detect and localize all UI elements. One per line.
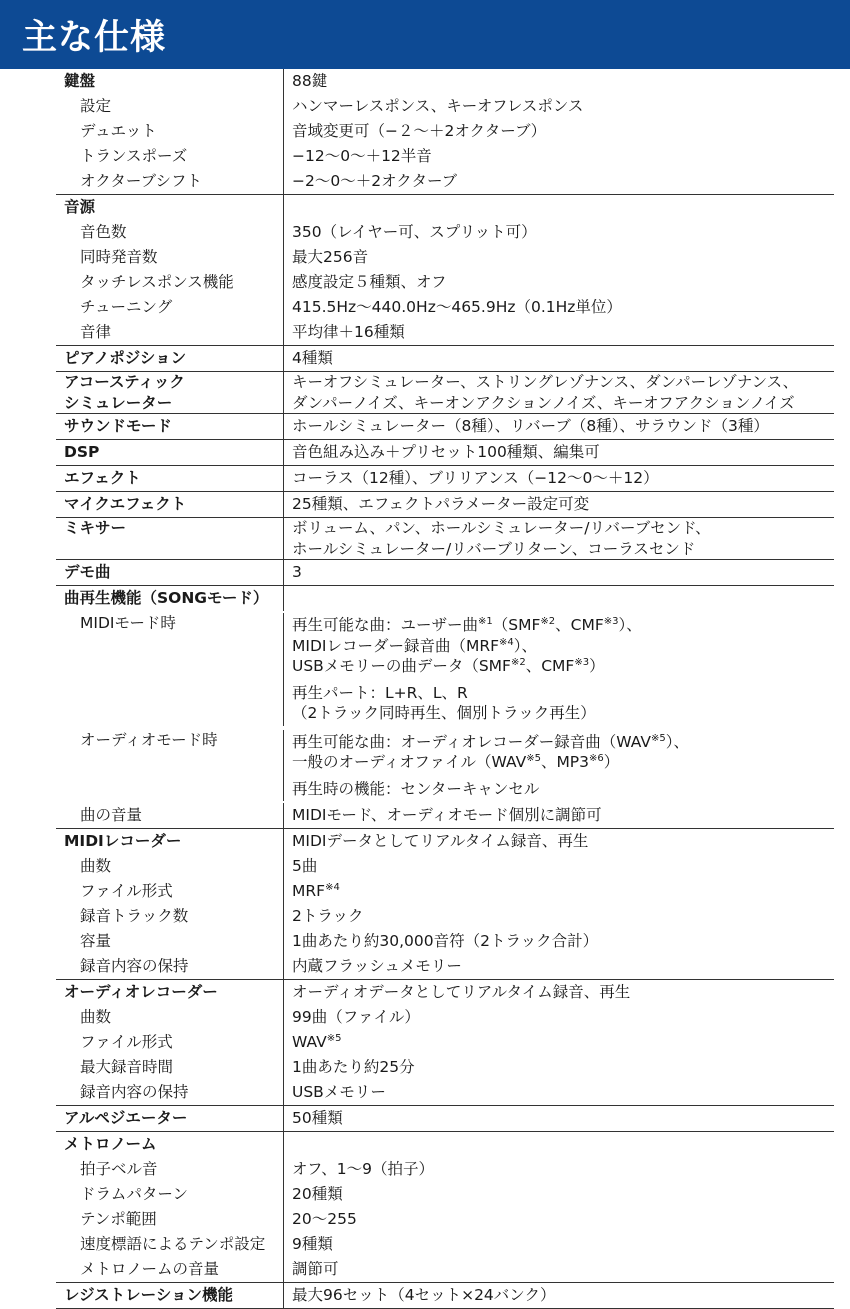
spec-label-cell [56,94,284,119]
spec-value: コーラス（12種）、ブリリアンス（−12〜0〜＋12） [292,469,659,487]
audio-function-line: 再生時の機能：センターキャンセル [292,779,540,798]
spec-section-row [56,492,834,517]
spec-group [56,414,834,440]
text-part: 、CMF [555,616,604,634]
spec-label-cell [56,730,284,802]
spec-label: マイクエフェクト [64,495,187,513]
spec-label-cell [56,1283,284,1308]
spec-group [56,1132,834,1283]
spec-value: 20〜255 [292,1210,357,1228]
spec-value: ホールシミュレーター（8種）、リバーブ（8種）、サラウンド（3種） [292,417,769,435]
spec-value-cell [284,904,834,929]
spec-label-cell [56,954,284,979]
spec-label-cell [56,1232,284,1257]
spec-label-cell [56,1030,284,1055]
spec-label-cell [56,1257,284,1282]
spec-value: 1曲あたり約30,000音符（2トラック合計） [292,932,599,950]
spec-label-cell [56,1055,284,1080]
spec-group [56,1283,834,1309]
spec-value-line2: ホールシミュレーター/リバーブリターン、コーラスセンド [292,539,696,558]
spec-label: 容量 [80,932,112,950]
text-part: USBメモリーの曲データ（SMF [292,657,511,675]
spec-value-cell [284,270,834,295]
spec-value: WAV [292,1033,327,1051]
spec-section-row [56,346,834,371]
spec-value: オーディオデータとしてリアルタイム録音、再生 [292,983,631,1001]
spec-label: 曲再生機能（SONGモード） [64,589,269,607]
footnote-mark: ※3 [603,616,619,627]
text-part: ） [603,753,620,771]
spec-label: 鍵盤 [64,72,96,90]
spec-value: 最大96セット（4セット×24バンク） [292,1286,556,1304]
spec-row [56,1257,834,1282]
spec-label-cell [56,119,284,144]
spec-row [56,611,834,728]
spec-label-cell [56,195,284,220]
spec-label: ファイル形式 [80,1033,173,1051]
text-part: MIDIレコーダー録音曲（MRF [292,636,500,655]
text-part: 、CMF [525,657,575,675]
spec-value-cell [284,69,834,94]
spec-value: 感度設定５種類、オフ [292,273,447,291]
spec-value-cell [284,518,834,559]
spec-group [56,518,834,560]
spec-label-cell [56,320,284,345]
text-part: 再生可能な曲：ユーザー曲 [292,616,479,634]
spec-value-cell [284,295,834,320]
spec-label-cell [56,440,284,465]
spec-group [56,372,834,414]
spec-value: 99曲（ファイル） [292,1008,420,1026]
footnote-mark: ※3 [574,657,590,668]
text-part: （SMF [492,616,541,634]
text-part: ）、 [618,616,642,634]
spec-group [56,560,834,586]
spec-row [56,144,834,169]
spec-value-cell [284,929,834,954]
spec-value-cell [284,803,834,828]
spec-value-cell [284,1132,834,1157]
spec-group [56,492,834,518]
spec-value-cell [284,1005,834,1030]
spec-row [56,295,834,320]
spec-value: 音域変更可（−２〜＋2オクターブ） [292,122,547,140]
spec-value: 最大256音 [292,248,369,266]
spec-value-cell [284,414,834,439]
spec-value-cell [284,346,834,371]
spec-label-cell [56,144,284,169]
spec-label-cell [56,1207,284,1232]
spec-table [56,69,834,1309]
spec-row [56,94,834,119]
spec-value: 20種類 [292,1185,343,1203]
spec-value: MRF [292,882,326,900]
spec-label: メトロノーム [64,1135,157,1153]
spec-value-cell [284,144,834,169]
spec-label: 録音トラック数 [80,907,189,925]
spec-label: オクターブシフト [80,172,202,190]
spec-value: 5曲 [292,857,318,875]
text-part: 、MP3 [540,753,590,771]
spec-label: 曲の音量 [80,806,143,824]
footnote-mark: ※4 [499,636,514,648]
spec-label: 録音内容の保持 [80,957,189,975]
spec-section-row [56,1106,834,1131]
spec-label-cell [56,1157,284,1182]
spec-label-cell [56,1005,284,1030]
spec-label-cell [56,904,284,929]
page-title: 主な仕様 [22,17,167,58]
spec-section-row [56,829,834,854]
spec-label: 音色数 [80,223,127,241]
spec-label: タッチレスポンス機能 [80,273,234,291]
spec-value: 350（レイヤー可、スプリット可） [292,223,537,241]
spec-value-cell [284,730,834,802]
spec-value: 2トラック [292,907,364,925]
spec-value-cell [284,980,834,1005]
spec-label: 音源 [64,198,96,216]
spec-value-cell [284,586,834,611]
spec-section-row [56,586,834,611]
spec-value-cell [284,1030,834,1055]
spec-label: 音律 [80,323,112,341]
spec-label-cell [56,346,284,371]
spec-value-cell [284,492,834,517]
spec-row [56,929,834,954]
spec-label-cell [56,245,284,270]
spec-row [56,904,834,929]
spec-label: サウンドモード [64,417,172,435]
spec-value-cell [284,1106,834,1131]
spec-value: 1曲あたり約25分 [292,1058,415,1076]
midi-playable-line1 [292,615,834,636]
spec-value-cell [284,466,834,491]
spec-group [56,195,834,346]
spec-label-cell [56,586,284,611]
spec-section-row [56,195,834,220]
spec-value-cell [284,1157,834,1182]
footnote-mark: ※5 [326,1033,342,1044]
footnote-mark: ※6 [589,753,604,764]
spec-row [56,854,834,879]
midi-part-line2: （2トラック同時再生、個別トラック再生） [292,704,596,722]
spec-group [56,829,834,980]
text-part: ）、 [513,636,538,655]
text-part: ）、 [665,732,689,751]
footnote-mark: ※4 [325,882,340,893]
spec-label: 曲数 [80,1008,112,1026]
spec-label: オーディオモード時 [80,730,218,749]
spec-value-cell [284,1080,834,1105]
spec-group [56,1106,834,1132]
spec-value-cell [284,1283,834,1308]
spec-section-row [56,69,834,94]
spec-value-cell [284,560,834,585]
spec-value-cell [284,1055,834,1080]
spec-label-cell [56,169,284,194]
spec-value: オフ、1〜9（拍子） [292,1160,435,1178]
spec-label-cell [56,1182,284,1207]
footnote-mark: ※1 [478,616,493,627]
spec-row [56,169,834,194]
midi-part-line1: 再生パート：L+R、L、R [292,683,468,702]
spec-label-cell [56,613,284,726]
spec-group [56,440,834,466]
spec-label: 同時発音数 [80,248,158,266]
spec-label-cell [56,372,284,413]
spec-value: キーオフシミュレーター、ストリングレゾナンス、ダンパーレゾナンス、 [292,373,799,391]
spec-value-cell [284,169,834,194]
midi-playable-line3 [292,656,834,677]
spec-value: 88鍵 [292,72,328,90]
spec-value-cell [284,1257,834,1282]
spec-value: 9種類 [292,1235,333,1253]
spec-section-row [56,518,834,559]
spec-label-cell [56,560,284,585]
spec-value: MIDIモード、オーディオモード個別に調節可 [292,806,602,824]
spec-label: 録音内容の保持 [80,1083,189,1101]
page-header [0,0,850,69]
footnote-mark: ※2 [540,616,556,627]
spec-label-cell [56,220,284,245]
spec-value: ボリューム、パン、ホールシミュレーター/リバーブセンド、 [292,519,711,537]
spec-value-cell [284,440,834,465]
spec-section-row [56,440,834,465]
spec-value: ハンマーレスポンス、キーオフレスポンス [292,97,584,115]
spec-section-row [56,560,834,585]
spec-value-cell [284,119,834,144]
spec-label-cell [56,929,284,954]
spec-value-cell [284,829,834,854]
spec-label-cell [56,980,284,1005]
spec-label: 拍子ベル音 [80,1160,158,1178]
spec-row [56,245,834,270]
footnote-mark: ※5 [650,732,666,744]
spec-label-cell [56,854,284,879]
spec-row [56,1055,834,1080]
spec-label: オーディオレコーダー [64,983,218,1001]
spec-label-cell [56,270,284,295]
spec-section-row [56,466,834,491]
spec-label: ドラムパターン [80,1185,189,1203]
spec-label: 速度標語によるテンポ設定 [80,1235,266,1253]
spec-value-cell [284,195,834,220]
spec-label-cell [56,69,284,94]
spec-value-cell [284,1182,834,1207]
spec-row [56,119,834,144]
spec-label-cell [56,803,284,828]
spec-group [56,980,834,1106]
spec-group [56,586,834,829]
spec-label: デモ曲 [64,563,111,581]
spec-label: 最大録音時間 [80,1058,174,1076]
text-part: 再生可能な曲：オーディオレコーダー録音曲（WAV [292,732,651,751]
spec-label: MIDIレコーダー [64,832,182,850]
spec-value: 内蔵フラッシュメモリー [292,957,462,975]
spec-row [56,1207,834,1232]
spec-value: 50種類 [292,1109,343,1127]
spec-value-cell [284,245,834,270]
spec-value-line2: ダンパーノイズ、キーオンアクションノイズ、キーオフアクションノイズ [292,393,795,412]
spec-value-cell [284,320,834,345]
spec-row [56,1182,834,1207]
spec-row [56,954,834,979]
spec-label: メトロノームの音量 [80,1260,220,1278]
spec-label-cell [56,414,284,439]
spec-section-row [56,372,834,413]
spec-value: USBメモリー [292,1083,386,1101]
spec-label: エフェクト [64,469,141,487]
spec-label: アルペジエーター [64,1109,188,1127]
spec-value: −12〜0〜＋12半音 [292,147,432,165]
spec-label-cell [56,1080,284,1105]
spec-row [56,270,834,295]
spec-value: 3 [292,563,302,581]
spec-row [56,320,834,345]
spec-row [56,220,834,245]
spec-label: レジストレーション機能 [64,1286,234,1304]
spec-value-cell [284,954,834,979]
spec-label: アコースティック [64,373,185,391]
spec-row [56,1080,834,1105]
spec-value: 25種類、エフェクトパラメーター設定可変 [292,495,590,513]
spec-section-row [56,1283,834,1308]
spec-group [56,69,834,195]
spec-section-row [56,414,834,439]
spec-label: ファイル形式 [80,882,173,900]
spec-label-cell [56,879,284,904]
footnote-mark: ※5 [526,753,541,764]
spec-label-cell [56,518,284,559]
spec-label: DSP [64,443,100,461]
spec-label-cell [56,466,284,491]
midi-playable-line2 [292,636,834,657]
spec-label: 設定 [80,97,112,115]
spec-group [56,346,834,372]
spec-value-cell [284,879,834,904]
footnote-mark: ※2 [510,657,526,668]
spec-label-cell [56,829,284,854]
spec-row [56,1005,834,1030]
audio-playable-line2 [292,752,834,773]
spec-value: 平均律＋16種類 [292,323,405,341]
spec-label-cell [56,295,284,320]
spec-value: 音色組み込み＋プリセット100種類、編集可 [292,443,600,461]
spec-value-cell [284,94,834,119]
audio-playable-line1 [292,732,834,753]
spec-row [56,1157,834,1182]
spec-label: 曲数 [80,857,112,875]
spec-label-line2: シミュレーター [64,393,173,412]
spec-value: 4種類 [292,349,333,367]
spec-row [56,1232,834,1257]
spec-row [56,803,834,828]
spec-value-cell [284,220,834,245]
spec-label-cell [56,1132,284,1157]
spec-section-row [56,980,834,1005]
spec-value: MIDIデータとしてリアルタイム録音、再生 [292,832,589,850]
spec-label: トランスポーズ [80,147,188,165]
spec-row [56,1030,834,1055]
spec-label: ピアノポジション [64,349,187,367]
spec-label: ミキサー [64,519,127,537]
spec-value: 415.5Hz〜440.0Hz〜465.9Hz（0.1Hz単位） [292,298,622,316]
spec-value-cell [284,372,834,413]
spec-label-cell [56,1106,284,1131]
spec-section-row [56,1132,834,1157]
text-part: 一般のオーディオファイル（WAV [292,753,527,771]
spec-group [56,466,834,492]
spec-value-cell [284,854,834,879]
spec-label: デュエット [80,122,157,140]
spec-value: −2〜0〜＋2オクターブ [292,172,458,190]
spec-row [56,728,834,804]
spec-label: MIDIモード時 [80,614,176,632]
spec-value-cell [284,1207,834,1232]
spec-label-cell [56,492,284,517]
spec-row [56,879,834,904]
spec-label: チューニング [80,298,173,316]
spec-value-cell [284,613,834,726]
spec-label: テンポ範囲 [80,1210,157,1228]
text-part: ） [589,657,605,675]
spec-value: 調節可 [292,1260,339,1278]
spec-value-cell [284,1232,834,1257]
